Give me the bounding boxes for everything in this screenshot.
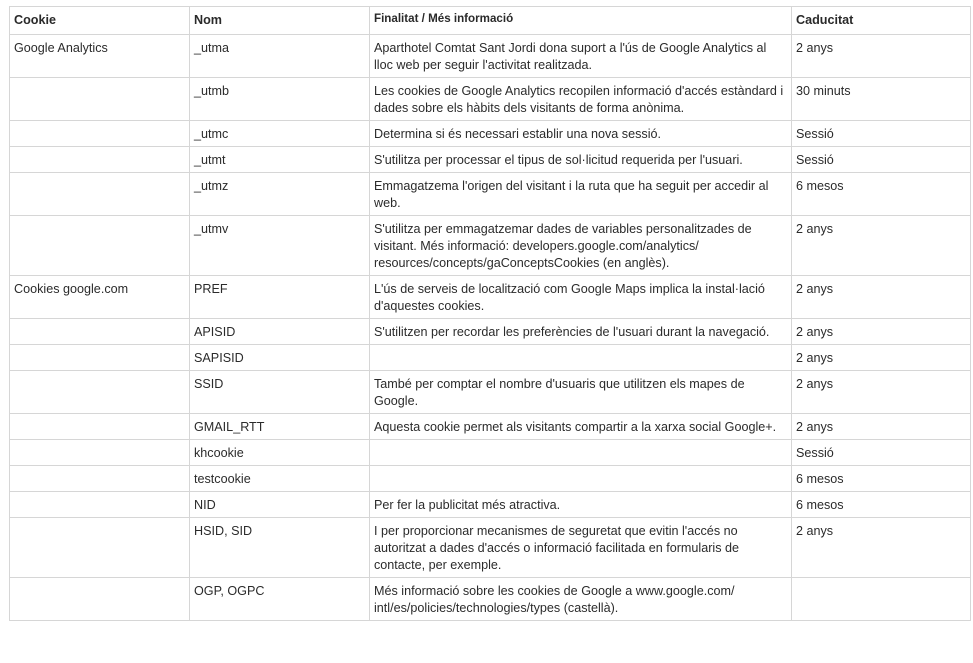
cookie-group-cell [10,121,190,147]
cookie-expiry-cell: 2 anys [792,371,971,414]
cookie-name-cell: testcookie [190,466,370,492]
table-body [10,35,971,621]
cookie-purpose-cell: Aparthotel Comtat Sant Jordi dona suport a l'ús de Google Analytics al lloc web per seguir l'activitat realitzada. [370,35,792,78]
table-row [10,216,971,276]
cookie-table [9,6,971,621]
cookie-group-cell [10,173,190,216]
table-row [10,147,971,173]
cookie-group-cell [10,319,190,345]
cookie-name-cell: SSID [190,371,370,414]
cookie-purpose-cell: Emmagatzema l'origen del visitant i la ruta que ha seguit per accedir al web. [370,173,792,216]
cookie-name-cell: khcookie [190,440,370,466]
cookie-group-cell [10,216,190,276]
cookie-group-cell [10,147,190,173]
cookie-name-cell: _utma [190,35,370,78]
cookie-name-cell: _utmc [190,121,370,147]
cookie-expiry-cell: 30 minuts [792,78,971,121]
table-row [10,440,971,466]
cookie-purpose-cell: Per fer la publicitat més atractiva. [370,492,792,518]
cookie-name-cell: PREF [190,276,370,319]
cookie-expiry-cell: 6 mesos [792,173,971,216]
cookie-purpose-cell: Més informació sobre les cookies de Google a www.google.com/ intl/es/policies/technologies/types (castellà). [370,578,792,621]
cookie-purpose-cell: Aquesta cookie permet als visitants compartir a la xarxa social Google+. [370,414,792,440]
cookie-group-cell [10,466,190,492]
cookie-group-cell [10,518,190,578]
cookie-expiry-cell: 2 anys [792,319,971,345]
cookie-group-cell [10,371,190,414]
cookie-purpose-cell: S'utilitzen per recordar les preferències de l'usuari durant la navegació. [370,319,792,345]
cookie-group-cell [10,414,190,440]
cookie-purpose-cell: S'utilitza per emmagatzemar dades de variables personalitzades de visitant. Més informació: developers.google.com/analytics/ resources/concepts/gaConceptsCookies (en anglès). [370,216,792,276]
cookie-name-cell: HSID, SID [190,518,370,578]
cookie-name-cell: _utmv [190,216,370,276]
cookie-expiry-cell: 2 anys [792,345,971,371]
table-row [10,121,971,147]
cookie-expiry-cell: 2 anys [792,414,971,440]
cookie-expiry-cell: Sessió [792,121,971,147]
table-row [10,173,971,216]
cookie-purpose-cell: I per proporcionar mecanismes de seguretat que evitin l'accés no autoritzat a dades d'accés o informació facilitada en formularis de contacte, per exemple. [370,518,792,578]
cookie-purpose-cell [370,345,792,371]
cookie-expiry-cell: 2 anys [792,216,971,276]
table-row [10,276,971,319]
cookie-expiry-cell: 2 anys [792,518,971,578]
cookie-purpose-cell: L'ús de serveis de localització com Google Maps implica la instal·lació d'aquestes cookies. [370,276,792,319]
table-row [10,78,971,121]
cookie-group-cell [10,345,190,371]
cookie-group-cell [10,78,190,121]
cookie-purpose-cell: També per comptar el nombre d'usuaris que utilitzen els mapes de Google. [370,371,792,414]
cookie-purpose-cell [370,440,792,466]
table-row [10,319,971,345]
header-expiry: Caducitat [792,7,971,35]
cookie-purpose-cell: Les cookies de Google Analytics recopilen informació d'accés estàndard i dades sobre els hàbits dels visitants de forma anònima. [370,78,792,121]
cookie-group-cell: Google Analytics [10,35,190,78]
cookie-name-cell: OGP, OGPC [190,578,370,621]
cookie-group-cell [10,440,190,466]
cookie-expiry-cell [792,578,971,621]
cookie-expiry-cell: 2 anys [792,276,971,319]
table-row [10,466,971,492]
cookie-name-cell: NID [190,492,370,518]
cookie-name-cell: _utmb [190,78,370,121]
cookie-group-cell: Cookies google.com [10,276,190,319]
table-row [10,492,971,518]
cookie-group-cell [10,492,190,518]
table-header [10,7,971,35]
table-row [10,414,971,440]
cookie-name-cell: _utmz [190,173,370,216]
cookie-table-container [9,6,970,621]
cookie-name-cell: _utmt [190,147,370,173]
table-row [10,345,971,371]
cookie-name-cell: GMAIL_RTT [190,414,370,440]
table-row [10,371,971,414]
cookie-expiry-cell: 2 anys [792,35,971,78]
cookie-expiry-cell: 6 mesos [792,466,971,492]
cookie-name-cell: APISID [190,319,370,345]
header-cookie: Cookie [10,7,190,35]
cookie-name-cell: SAPISID [190,345,370,371]
cookie-expiry-cell: Sessió [792,440,971,466]
table-row [10,35,971,78]
header-purpose: Finalitat / Més informació [370,7,792,35]
table-row [10,578,971,621]
header-name: Nom [190,7,370,35]
cookie-group-cell [10,578,190,621]
header-row [10,7,971,35]
cookie-purpose-cell: Determina si és necessari establir una nova sessió. [370,121,792,147]
table-row [10,518,971,578]
cookie-purpose-cell [370,466,792,492]
cookie-purpose-cell: S'utilitza per processar el tipus de sol·licitud requerida per l'usuari. [370,147,792,173]
cookie-expiry-cell: 6 mesos [792,492,971,518]
cookie-expiry-cell: Sessió [792,147,971,173]
